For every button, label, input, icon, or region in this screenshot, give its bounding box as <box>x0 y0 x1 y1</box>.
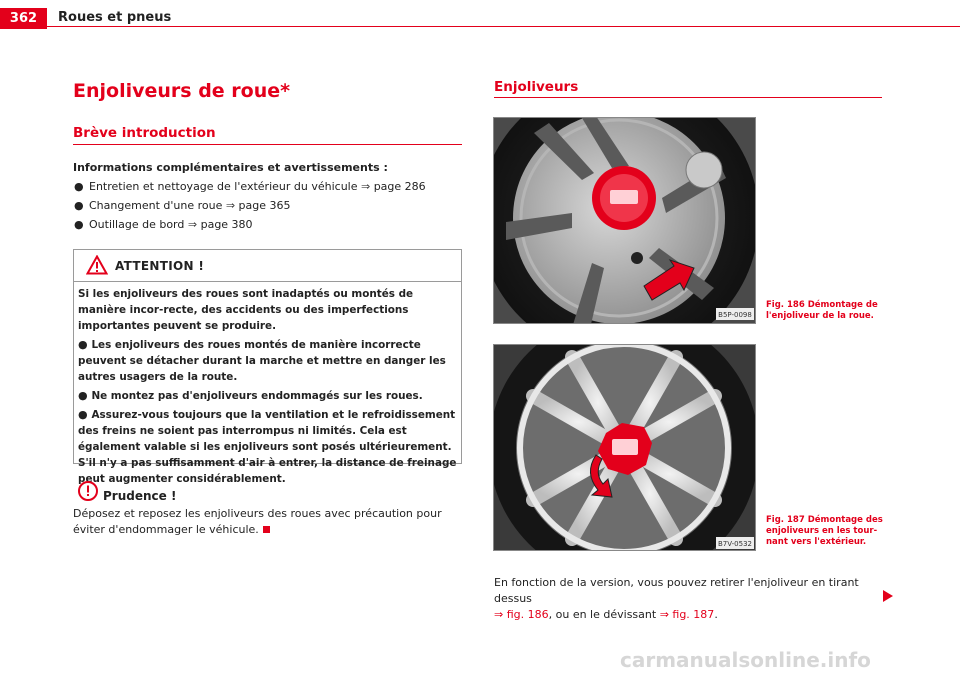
watermark: carmanualsonline.info <box>620 648 871 672</box>
arrow-icon: ⇒ <box>225 199 236 212</box>
attention-box <box>73 249 462 485</box>
section-rule-right <box>494 97 882 98</box>
caution-title: Prudence ! <box>103 489 177 503</box>
figure-code: B7V-0532 <box>718 540 752 548</box>
figure-186 <box>493 117 756 324</box>
section-heading: Enjoliveurs de roue* <box>73 80 291 102</box>
subsection-rule <box>73 144 462 145</box>
list-item-text: Changement d'une roue <box>89 199 226 212</box>
list-item: ● Outillage de bord ⇒ page 380 <box>74 218 253 231</box>
caution-text: Déposez et reposez les enjoliveurs des roues avec précaution pour éviter d'endommager le véhicule. <box>73 507 442 536</box>
warning-triangle-icon <box>86 255 108 275</box>
page-number: 362 <box>0 8 47 29</box>
body-paragraph: En fonction de la version, vous pouvez retirer l'enjoliveur en tirant dessus ⇒ fig. 186, ou en le dévissant ⇒ fig. 187. <box>494 576 859 621</box>
next-page-arrow-icon[interactable] <box>883 590 893 602</box>
info-label: Informations complémentaires et avertissements : <box>73 161 388 174</box>
figure-187 <box>493 344 756 551</box>
wheel-cap-turn-illustration <box>494 345 756 551</box>
arrow-icon: ⇒ <box>360 180 371 193</box>
list-item: ● Entretien et nettoyage de l'extérieur du véhicule ⇒ page 286 <box>74 180 426 193</box>
attention-paragraph: Si les enjoliveurs des roues sont inadaptés ou montés de manière incor-recte, des accidents ou des imperfections importantes peuvent se produire. <box>78 288 414 332</box>
attention-body <box>74 282 461 487</box>
list-item-text: Entretien et nettoyage de l'extérieur du véhicule <box>89 180 361 193</box>
chapter-title: Roues et pneus <box>58 10 172 25</box>
attention-bullet: ● Les enjoliveurs des roues montés de manière incorrecte peuvent se détacher durant la marche et mettre en danger les autres usagers de la route. <box>78 338 446 383</box>
arrow-icon: ⇒ <box>187 218 198 231</box>
page-ref-link[interactable]: page 286 <box>370 180 426 193</box>
figure-code: B5P-0098 <box>718 311 752 319</box>
header-rule <box>0 26 960 27</box>
page-ref-link[interactable]: page 365 <box>235 199 291 212</box>
subsection-heading: Brève introduction <box>73 125 216 141</box>
fig-186-link[interactable]: ⇒ fig. 186 <box>494 608 549 621</box>
page-ref-link[interactable]: page 380 <box>197 218 253 231</box>
attention-bullet: ● Assurez-vous toujours que la ventilation et le refroidissement des freins ne soient pas interrompus ni limités. Cela est également valable si les enjoliveurs sont posés ultérieurement. S'il n'y a pas suffisamment d'air à entrer, la distance de freinage peut augmenter considérablement. <box>78 408 457 485</box>
end-marker-icon <box>263 526 270 533</box>
attention-header <box>74 250 461 282</box>
wheel-cap-illustration <box>494 118 756 324</box>
attention-title: ATTENTION ! <box>115 259 205 273</box>
figure-186-caption: Fig. 186 Démontage de l'enjoliveur de la roue. <box>766 300 878 321</box>
figure-187-caption: Fig. 187 Démontage des enjoliveurs en les tour-nant vers l'extérieur. <box>766 515 883 547</box>
section-heading-right: Enjoliveurs <box>494 79 579 95</box>
fig-187-link[interactable]: ⇒ fig. 187 <box>659 608 715 621</box>
list-item: ● Changement d'une roue ⇒ page 365 <box>74 199 291 212</box>
list-item-text: Outillage de bord <box>89 218 188 231</box>
attention-bullet: ● Ne montez pas d'enjoliveurs endommagés sur les roues. <box>78 389 423 402</box>
caution-icon <box>78 481 98 501</box>
